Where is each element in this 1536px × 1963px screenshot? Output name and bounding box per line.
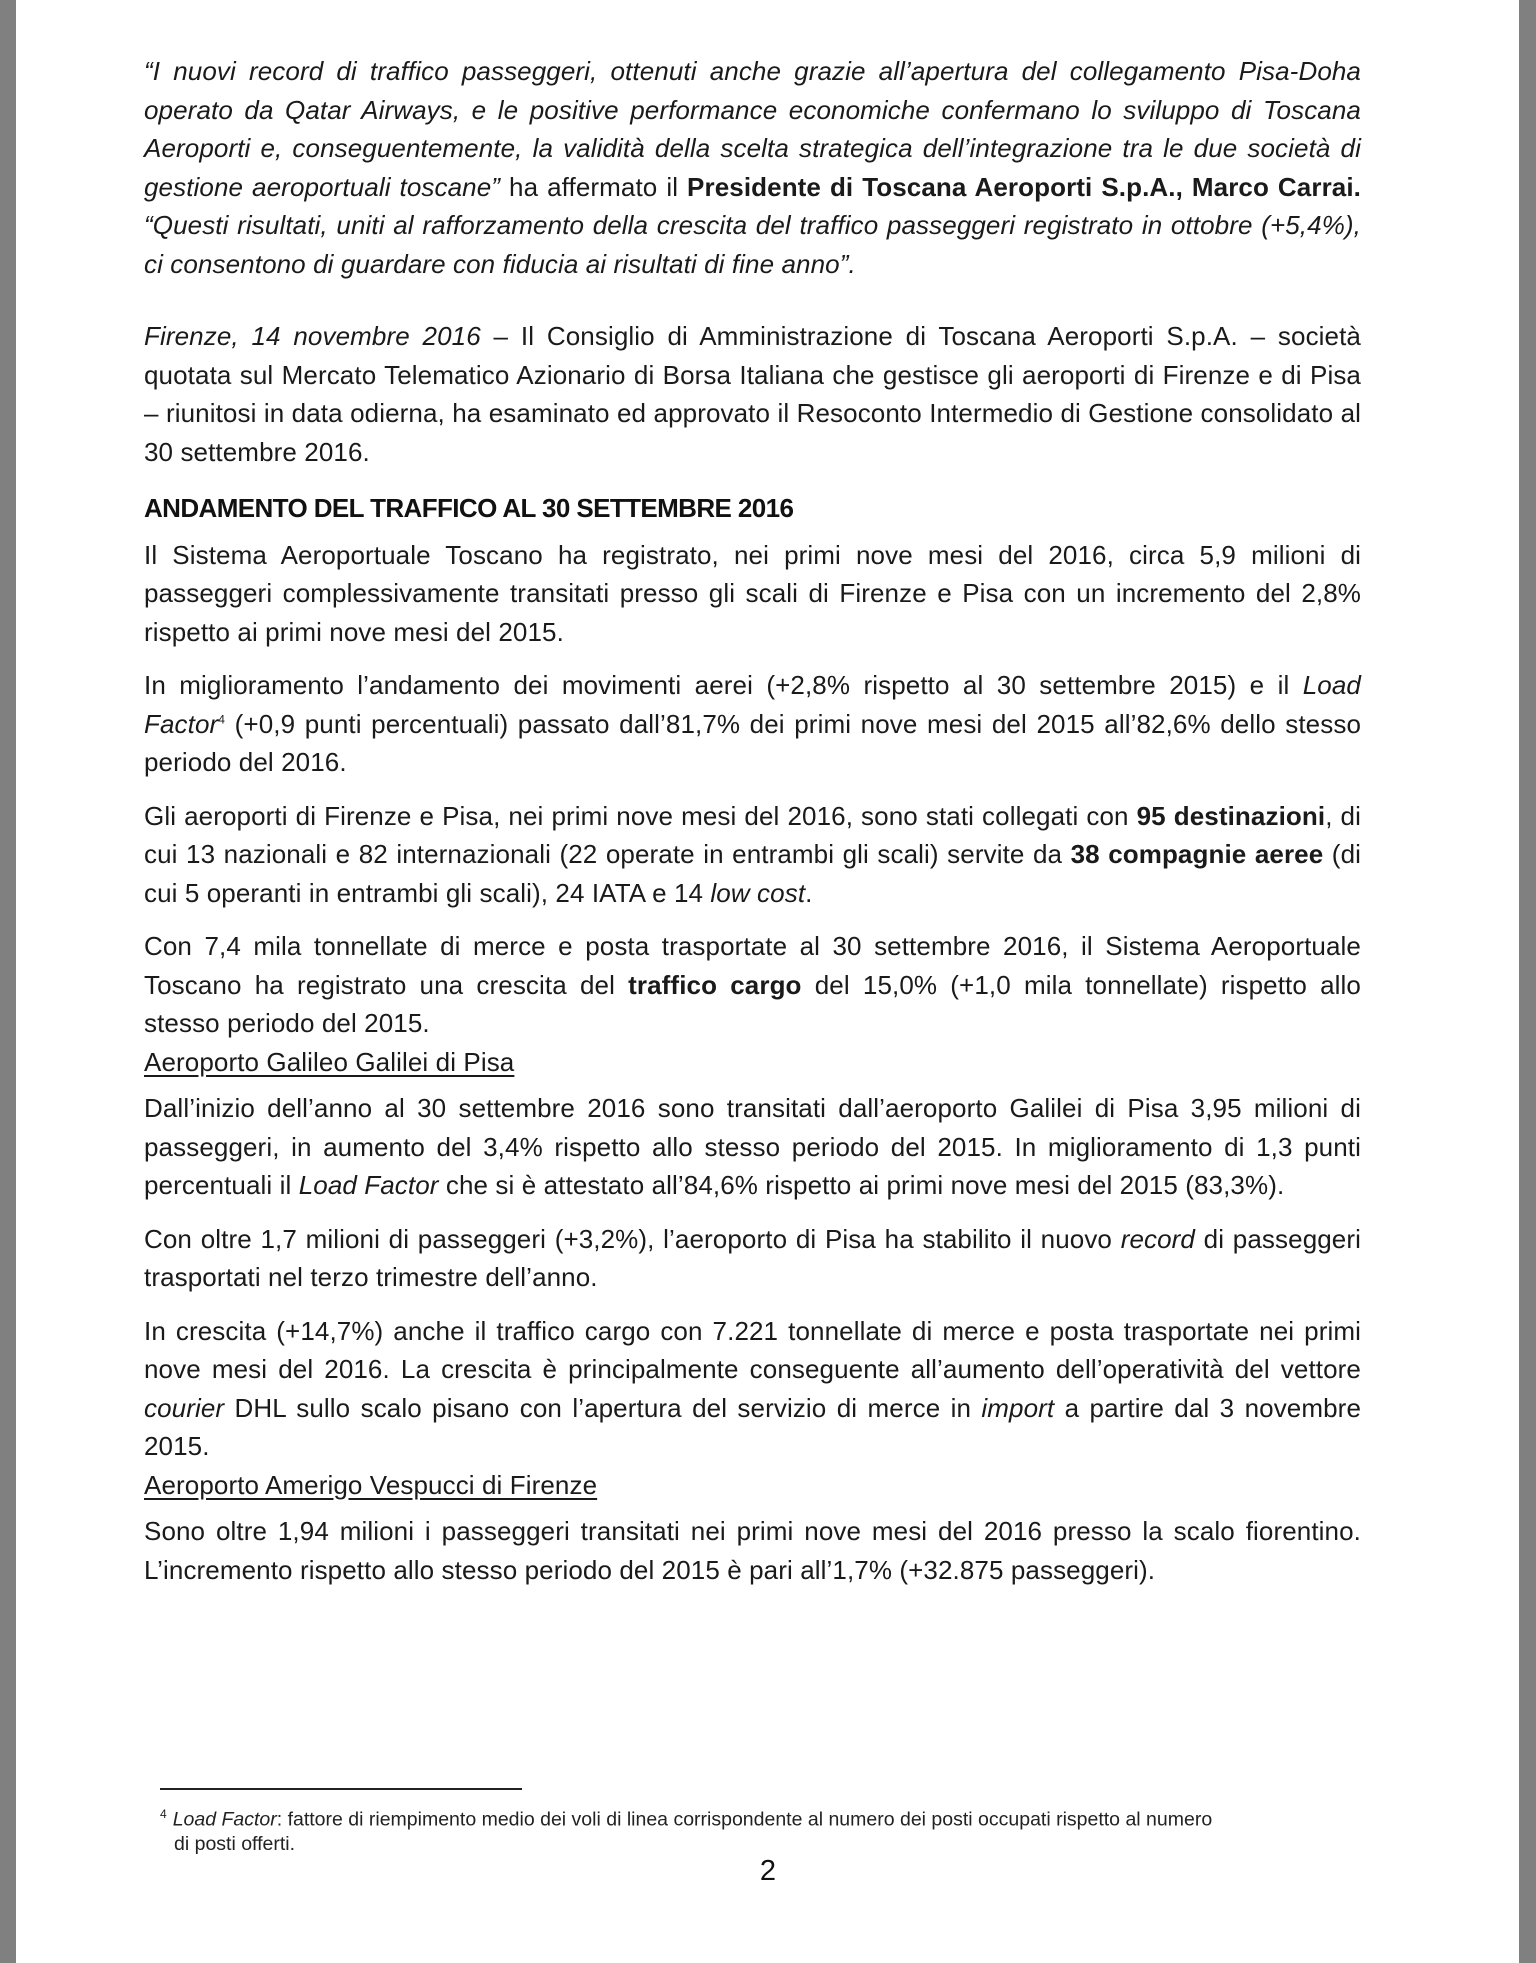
footnote-divider bbox=[160, 1788, 522, 1790]
speaker-name: Presidente di Toscana Aeroporti S.p.A., Marco Carrai. bbox=[687, 171, 1362, 202]
paragraph-system-traffic: Il Sistema Aeroportuale Toscano ha registrato, nei primi nove mesi del 2016, circa 5,9 milioni di passeggeri complessivamente transitati presso gli scali di Firenze e Pisa con un incremento del 2,8% rispetto ai primi nove mesi del 2015. bbox=[144, 539, 1361, 647]
movements-text-a: In miglioramento l’andamento dei movimenti aerei (+2,8% rispetto al 30 settembre 2015) e il bbox=[144, 670, 1303, 700]
intro-paragraph bbox=[144, 317, 1361, 471]
quote-president: “I nuovi record di traffico passeggeri, ottenuti anche grazie all’apertura del collegamento Pisa-Doha operato da Qatar Airways, e le positive performance economiche confermano lo sviluppo di Toscana Aeroporti e, conseguentemente, la validità della scelta strategica dell’integrazione tra le due società di gestione aeroportuali toscane” bbox=[144, 56, 1361, 202]
pisa-p2-text-a: Con oltre 1,7 milioni di passeggeri (+3,2%), l’aeroporto di Pisa ha stabilito il nuovo bbox=[144, 1223, 1121, 1254]
quote-results: “Questi risultati, uniti al rafforzamento della crescita del traffico passeggeri registrato in ottobre (+5,4%), ci consentono di guardare con fiducia ai risultati di fine anno”. bbox=[144, 210, 1361, 279]
subheading-firenze: Aeroporto Amerigo Vespucci di Firenze bbox=[144, 1469, 598, 1500]
page-number: 2 bbox=[759, 1855, 777, 1887]
footnote-text: : fattore di riempimento medio dei voli di linea corrispondente al numero dei posti occupati rispetto al numero bbox=[276, 1808, 1213, 1831]
pisa-p1-text-b: che si è attestato all’84,6% rispetto ai primi nove mesi del 2015 (83,3%). bbox=[438, 1170, 1285, 1200]
footnote-number: 4 bbox=[160, 1807, 167, 1821]
pisa-p3-text-b: DHL sullo scalo pisano con l’apertura del servizio di merce in bbox=[224, 1392, 982, 1423]
destinations-text-d: . bbox=[805, 877, 813, 908]
footnote-reference[interactable]: 4 bbox=[218, 711, 226, 726]
dateline: Firenze, 14 novembre 2016 bbox=[144, 321, 481, 351]
cargo-text-b: del 15,0% (+1,0 mila tonnellate) rispetto allo stesso periodo del 2015. bbox=[144, 969, 1361, 1038]
pisa-p2-text-b: di passeggeri trasportati nel terzo trimestre dell’anno. bbox=[144, 1223, 1362, 1292]
low-cost-term: low cost bbox=[710, 877, 806, 908]
paragraph-firenze-passengers: Sono oltre 1,94 milioni i passeggeri transitati nei primi nove mesi del 2016 presso la scalo fiorentino. L’incremento rispetto allo stesso periodo del 2015 è pari all’1,7% (+32.875 passeggeri). bbox=[144, 1516, 1361, 1585]
paragraph-movements bbox=[144, 666, 1361, 782]
destinations-text-b: , di cui 13 nazionali e 82 internazionali (22 operate in entrambi gli scali) servite da bbox=[144, 800, 1361, 869]
load-factor-term: Load Factor bbox=[298, 1170, 439, 1200]
pisa-p3-text-a: In crescita (+14,7%) anche il traffico cargo con 7.221 tonnellate di merce e posta trasportate nei primi nove mesi del 2016. La crescita è principalmente conseguente all’aumento dell’operatività del vettore bbox=[144, 1315, 1361, 1384]
intro-body: – Il Consiglio di Amministrazione di Toscana Aeroporti S.p.A. – società quotata sul Mercato Telematico Azionario di Borsa Italiana che gestisce gli aeroporti di Firenze e di Pisa – riunitosi in data odierna, ha esaminato ed approvato il Resoconto Intermedio di Gestione consolidato al 30 settembre 2016. bbox=[144, 321, 1361, 467]
paragraph-pisa-passengers bbox=[144, 1089, 1361, 1205]
paragraph-pisa-cargo bbox=[144, 1312, 1361, 1466]
courier-term: courier bbox=[144, 1392, 225, 1423]
footnote-continuation: di posti offerti. bbox=[174, 1832, 296, 1855]
subheading-pisa: Aeroporto Galileo Galilei di Pisa bbox=[144, 1046, 515, 1077]
load-factor-term: Load Factor bbox=[144, 670, 1361, 739]
cargo-text-a: Con 7,4 mila tonnellate di merce e posta trasportate al 30 settembre 2016, il Sistema Aeroportuale Toscano ha registrato una crescita del bbox=[144, 931, 1361, 1000]
footnote-term: Load Factor bbox=[172, 1808, 277, 1831]
paragraph-pisa-record bbox=[144, 1220, 1361, 1297]
section-heading: ANDAMENTO DEL TRAFFICO AL 30 SETTEMBRE 2016 bbox=[144, 493, 794, 523]
destinations-text-a: Gli aeroporti di Firenze e Pisa, nei primi nove mesi del 2016, sono stati collegati con bbox=[144, 800, 1137, 831]
cargo-term: traffico cargo bbox=[628, 969, 802, 1000]
import-term: import bbox=[981, 1392, 1055, 1423]
attribution-text: ha affermato il bbox=[500, 171, 688, 202]
pisa-p1-text-a: Dall’inizio dell’anno al 30 settembre 2016 sono transitati dall’aeroporto Galilei di Pisa 3,95 milioni di passeggeri, in aumento del 3,4% rispetto allo stesso periodo del 2015. In miglioramento di 1,3 punti percentuali il bbox=[144, 1093, 1361, 1200]
airlines-count: 38 compagnie aeree bbox=[1070, 839, 1324, 869]
document-body bbox=[144, 52, 1361, 1589]
footnote bbox=[160, 1802, 1377, 1856]
pisa-p3-text-c: a partire dal 3 novembre 2015. bbox=[144, 1392, 1362, 1461]
record-term: record bbox=[1120, 1223, 1195, 1254]
paragraph-destinations bbox=[144, 797, 1361, 913]
quote-paragraph bbox=[144, 52, 1361, 283]
destinations-count: 95 destinazioni bbox=[1136, 800, 1326, 831]
paragraph-cargo bbox=[144, 927, 1361, 1043]
movements-text-b: (+0,9 punti percentuali) passato dall’81,7% dei primi nove mesi del 2015 all’82,6% dello stesso periodo del 2016. bbox=[144, 708, 1361, 777]
destinations-text-c: (di cui 5 operanti in entrambi gli scali), 24 IATA e 14 bbox=[144, 839, 1362, 908]
